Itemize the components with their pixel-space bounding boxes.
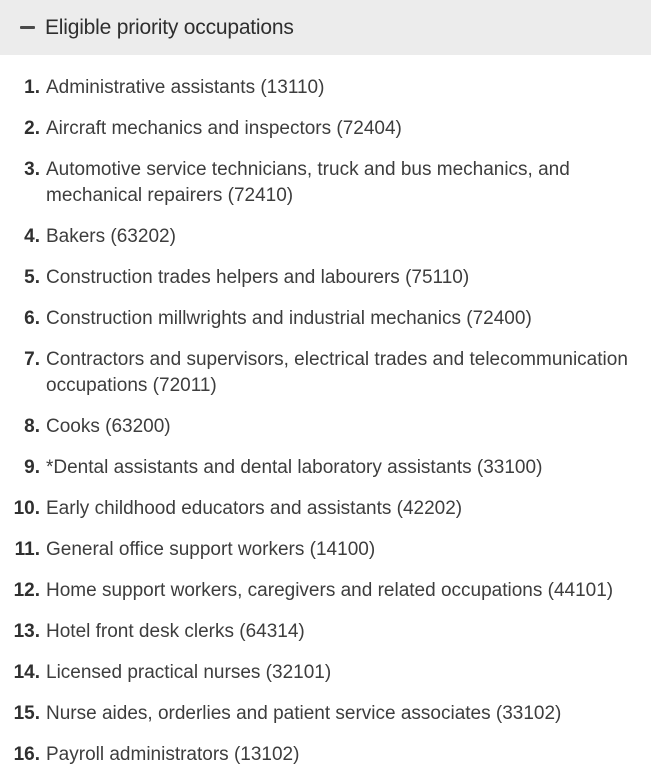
- occupation-number: 13.: [13, 621, 40, 642]
- occupation-number: 11.: [14, 539, 40, 560]
- occupation-label: Hotel front desk clerks (64314): [46, 621, 305, 642]
- occupation-number: 8.: [24, 416, 40, 437]
- occupation-list-item: [0, 537, 651, 563]
- occupation-number: 4.: [24, 226, 40, 247]
- occupation-list-item: [0, 347, 651, 399]
- occupation-label: Payroll administrators (13102): [46, 744, 300, 765]
- minus-icon: [20, 26, 35, 29]
- occupation-label: Administrative assistants (13110): [46, 77, 325, 98]
- occupation-number: 14.: [13, 662, 40, 683]
- occupation-list-item: [0, 455, 651, 481]
- occupation-label: Early childhood educators and assistants (42202): [46, 498, 463, 519]
- occupation-number: 16.: [13, 744, 40, 765]
- occupation-label: Automotive service technicians, truck and bus mechanics, and mechanical repairers (72410): [46, 159, 570, 206]
- occupation-label: Home support workers, caregivers and related occupations (44101): [46, 580, 614, 601]
- accordion-header[interactable]: [0, 0, 651, 55]
- occupation-number: 1.: [24, 77, 40, 98]
- occupation-number: 5.: [24, 267, 40, 288]
- occupation-number: 12.: [13, 580, 40, 601]
- occupation-number: 7.: [24, 349, 40, 370]
- occupation-list-item: [0, 578, 651, 604]
- occupation-list-item: [0, 306, 651, 332]
- occupations-list: [0, 55, 651, 768]
- occupation-list-item: [0, 701, 651, 727]
- occupation-label: General office support workers (14100): [46, 539, 376, 560]
- occupation-list-item: [0, 265, 651, 291]
- occupation-list-item: [0, 660, 651, 686]
- occupation-number: 6.: [24, 308, 40, 329]
- occupation-number: 10.: [13, 498, 40, 519]
- occupation-number: 2.: [24, 118, 40, 139]
- occupation-label: Construction millwrights and industrial mechanics (72400): [46, 308, 532, 329]
- occupation-list-item: [0, 619, 651, 645]
- accordion-title: Eligible priority occupations: [45, 15, 294, 39]
- occupation-label: Licensed practical nurses (32101): [46, 662, 332, 683]
- occupation-list-item: [0, 224, 651, 250]
- occupation-list-item: [0, 157, 651, 209]
- occupation-label: Aircraft mechanics and inspectors (72404): [46, 118, 402, 139]
- occupation-label: Nurse aides, orderlies and patient service associates (33102): [46, 703, 562, 724]
- occupation-list-item: [0, 75, 651, 101]
- occupation-label: Cooks (63200): [46, 416, 171, 437]
- occupation-number: 9.: [24, 457, 40, 478]
- occupation-list-item: [0, 742, 651, 768]
- occupation-label: *Dental assistants and dental laboratory assistants (33100): [46, 457, 543, 478]
- occupation-list-item: [0, 414, 651, 440]
- occupation-label: Contractors and supervisors, electrical trades and telecommunication occupations (72011): [46, 349, 628, 396]
- occupation-label: Bakers (63202): [46, 226, 176, 247]
- occupation-list-item: [0, 116, 651, 142]
- occupation-number: 15.: [13, 703, 40, 724]
- occupation-number: 3.: [24, 159, 40, 180]
- occupation-label: Construction trades helpers and labourers (75110): [46, 267, 470, 288]
- occupation-list-item: [0, 496, 651, 522]
